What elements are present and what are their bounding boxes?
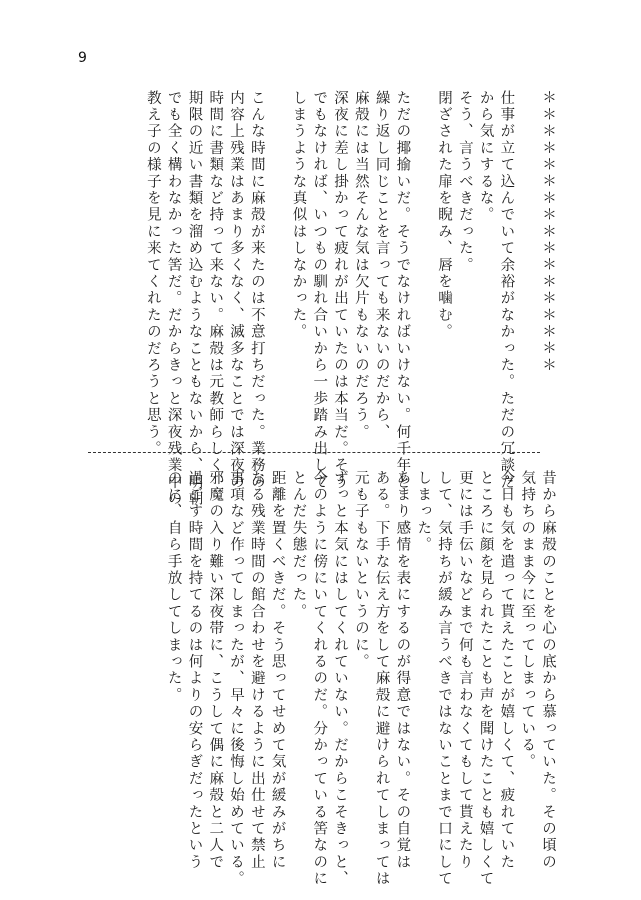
text-line xyxy=(267,90,288,440)
text-line: 更には手伝いなどまで何も言わなくてもして貰えたり xyxy=(456,470,473,871)
text-line: ところに顔を見られたことも声を聞けたことも嬉しくて xyxy=(477,470,494,888)
text-line: 内容上残業はあまり多くなく、滅多なことでは深夜の xyxy=(228,90,245,491)
page-number: 9 xyxy=(78,50,87,66)
text-line: とんだ失態だった。 xyxy=(290,470,307,621)
text-line: 時間に書類など持って来ない。麻殻は元教師らしく、 xyxy=(207,90,224,491)
text-line: なる残業時間の館合わせを避けるように出仕せて禁止 xyxy=(248,470,265,871)
text-line: 今日も気を遣って貰えたことが嬉しくて、疲れていた xyxy=(498,470,515,871)
text-line: そう、言うべきだった。 xyxy=(456,90,473,274)
text-line: 気持ちのまま今に至ってしまっている。 xyxy=(519,470,536,771)
text-line: 期限の近い書類を溜め込むようなこともないから、明朝 xyxy=(186,90,203,508)
text-line: 麻殻には当然そんな気は欠片もないのだろう。 xyxy=(352,90,369,441)
text-line: 元も子もないというのに。 xyxy=(352,470,369,671)
text-line: ただの揶揄いだ。そうでなければいけない。何千年と xyxy=(394,90,411,491)
text-line: 繰り返し同じことを言っても来ないのだから、 xyxy=(373,90,390,441)
text-line: 深夜に差し掛かって疲れが出ていたのは本当だ。そう xyxy=(332,90,349,491)
text-line: 閉ざされた扉を睨み、唇を噛む。 xyxy=(436,90,453,341)
text-line: 過ごす時間を持てるのは何よりの安らぎだったという xyxy=(186,470,203,871)
text-line: して、気持ちが緩み言うべきではないことまで口にして xyxy=(436,470,453,888)
text-line: から気にするな。 xyxy=(477,90,494,224)
text-line: ＊＊＊＊＊＊＊＊＊＊＊＊＊＊＊＊＊ xyxy=(540,90,556,374)
text-line: しまうような真似はしなかった。 xyxy=(290,90,307,341)
text-line: ずっと本気にはしてくれていない。だからこそきっと、 xyxy=(332,470,349,888)
lower-text-block xyxy=(80,470,558,888)
section-divider xyxy=(88,452,540,453)
text-line: 事項など作ってしまったが、早々に後悔し始めている。 xyxy=(228,470,245,888)
text-line: 教え子の様子を見に来てくれたのだろうと思う。 xyxy=(144,90,161,458)
text-line: しまった。 xyxy=(415,470,432,554)
text-line: 距離を置くべきだ。そう思ってせめて気が緩みがちに xyxy=(269,470,286,871)
text-line: 仕事が立て込んでいて余裕がなかった。ただの冗談だ xyxy=(498,90,515,491)
text-line: こんな時間に麻殻が来たのは不意打ちだった。業務の xyxy=(248,90,265,491)
upper-text-block xyxy=(80,90,558,508)
text-line: 昔から麻殻のことを心の底から慕っていた。その頃の xyxy=(540,470,556,871)
text-line: でも全く構わなかった筈だ。だからきっと深夜残業中の xyxy=(165,90,182,508)
text-line: 今のように傍にいてくれるのだ。分かっている筈なのに xyxy=(311,470,328,888)
text-line: でもなければ、いつもの馴れ合いから一歩踏み出して xyxy=(311,90,328,491)
text-line: 邪魔の入り難い深夜帯に、こうして偶に麻殻と二人で xyxy=(207,470,224,871)
text-line xyxy=(516,90,537,440)
text-line xyxy=(412,90,433,440)
text-line: ある。下手な伝え方をして麻殻に避けられてしまっては xyxy=(373,470,390,888)
text-line: あまり感情を表にするのが得意ではない。その自覚は xyxy=(394,470,411,871)
text-line: のに、自ら手放してしまった。 xyxy=(165,470,182,704)
